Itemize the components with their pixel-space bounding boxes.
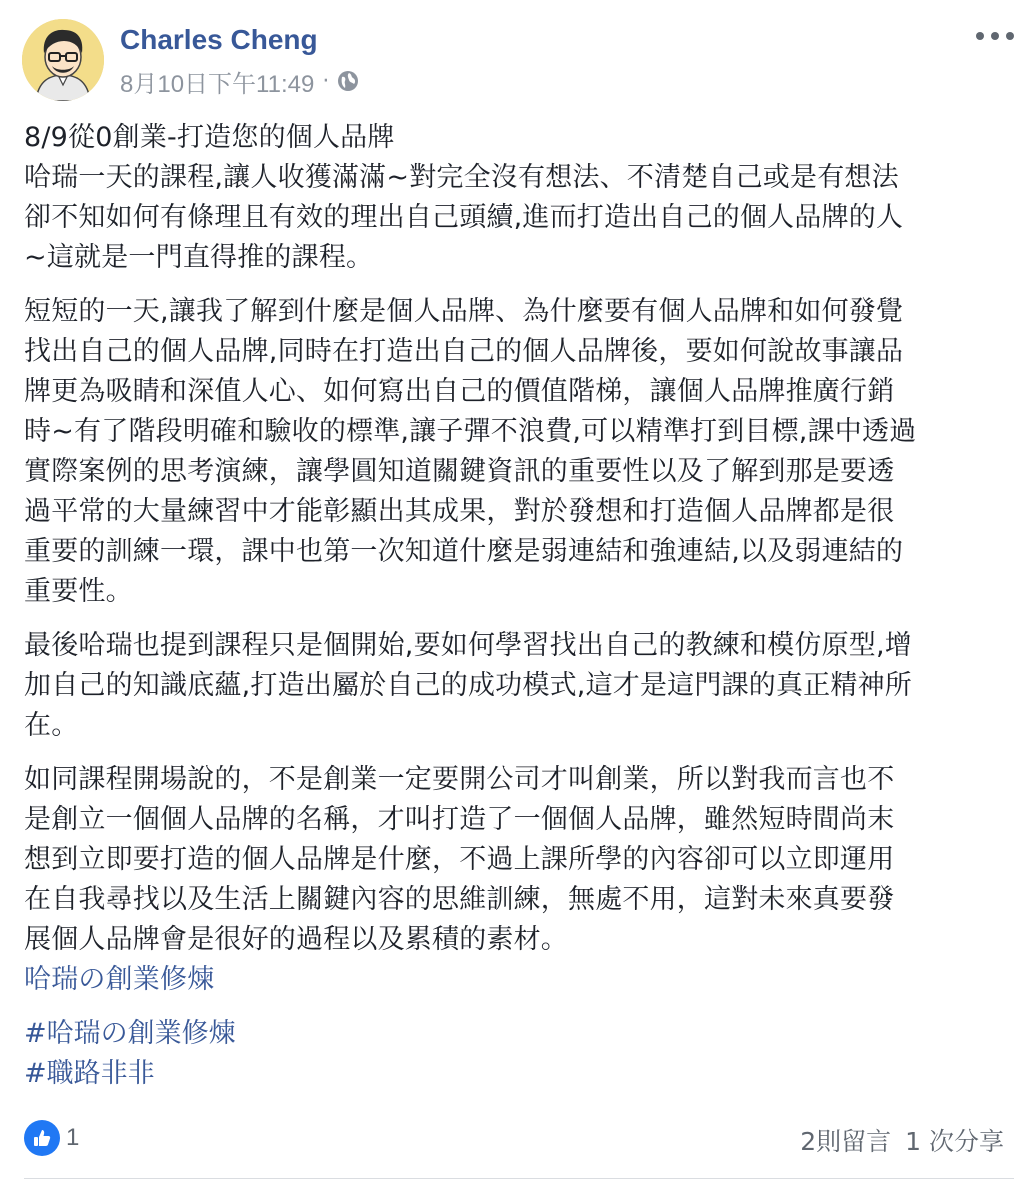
more-options-button[interactable] (976, 26, 1014, 46)
post-body (24, 118, 1014, 1094)
shares-count-link[interactable]: 1 次分享 (905, 1127, 1004, 1156)
post-line: 卻不知如何有條理且有效的理出自己頭續,進而打造出自己的個人品牌的人 (24, 202, 904, 233)
ellipsis-icon (991, 32, 999, 40)
post-footer (0, 1110, 1036, 1170)
author-name[interactable]: Charles Cheng (120, 24, 318, 55)
engagement-stats (800, 1122, 1004, 1158)
post-line: 想到立即要打造的個人品牌是什麼，不過上課所學的內容卻可以立即運用 (24, 844, 895, 875)
author-avatar[interactable] (22, 19, 104, 101)
post-line: 重要的訓練一環，課中也第一次知道什麼是弱連結和強連結,以及弱連結的 (24, 536, 904, 567)
post-line: 最後哈瑞也提到課程只是個開始,要如何學習找出自己的教練和模仿原型,增 (24, 630, 912, 661)
post-line: 在自我尋找以及生活上關鍵內容的思維訓練，無處不用，這對未來真要發 (24, 884, 895, 915)
post-line: 展個人品牌會是很好的過程以及累積的素材。 (24, 924, 568, 955)
post-line: 短短的一天,讓我了解到什麼是個人品牌、為什麼要有個人品牌和如何發覺 (24, 296, 904, 327)
post-line: 找出自己的個人品牌,同時在打造出自己的個人品牌後，要如何說故事讓品 (24, 336, 904, 367)
hashtag-link[interactable]: #哈瑞の創業修煉 (24, 1018, 236, 1049)
post-timestamp[interactable]: 8月10日下午11:49 (120, 70, 315, 98)
hashtag-list (24, 1014, 1014, 1094)
footer-divider (24, 1178, 1014, 1179)
hashtag-link[interactable]: #職路非非 (24, 1058, 155, 1089)
post-line: 重要性。 (24, 576, 133, 607)
comments-count-link[interactable]: 2則留言 (800, 1127, 892, 1156)
post-line: 在。 (24, 710, 79, 741)
post-meta (120, 66, 359, 96)
ellipsis-icon (1006, 32, 1014, 40)
avatar-illustration-icon (22, 19, 104, 101)
post-line: 如同課程開場說的，不是創業一定要開公司才叫創業，所以對我而言也不 (24, 764, 895, 795)
post-line: 是創立一個個人品牌的名稱，才叫打造了一個個人品牌，雖然短時間尚末 (24, 804, 895, 835)
ellipsis-icon (976, 32, 984, 40)
post-line: 哈瑞一天的課程,讓人收獲滿滿~對完全沒有想法、不清楚自己或是有想法 (24, 162, 899, 193)
post-line: 過平常的大量練習中才能彰顯出其成果，對於發想和打造個人品牌都是很 (24, 496, 895, 527)
post-line: ~這就是一門直得推的課程。 (24, 242, 374, 273)
thumbs-up-icon[interactable] (24, 1120, 60, 1156)
post-line: 8/9從0創業-打造您的個人品牌 (24, 122, 395, 153)
reaction-count[interactable]: 1 (66, 1124, 80, 1151)
page-link[interactable]: 哈瑞の創業修煉 (24, 964, 215, 995)
post-line: 實際案例的思考演練，讓學圓知道關鍵資訊的重要性以及了解到那是要透 (24, 456, 895, 487)
post-header (0, 0, 1036, 110)
post-line: 加自己的知識底蘊,打造出屬於自己的成功模式,這才是這門課的真正精神所 (24, 670, 912, 701)
post-line: 牌更為吸睛和深值人心、如何寫出自己的價值階梯，讓個人品牌推廣行銷 (24, 376, 895, 407)
globe-icon[interactable] (337, 70, 359, 92)
meta-separator: · (322, 68, 330, 94)
post-line: 時~有了階段明確和驗收的標準,讓子彈不浪費,可以精準打到目標,課中透過 (24, 416, 917, 447)
